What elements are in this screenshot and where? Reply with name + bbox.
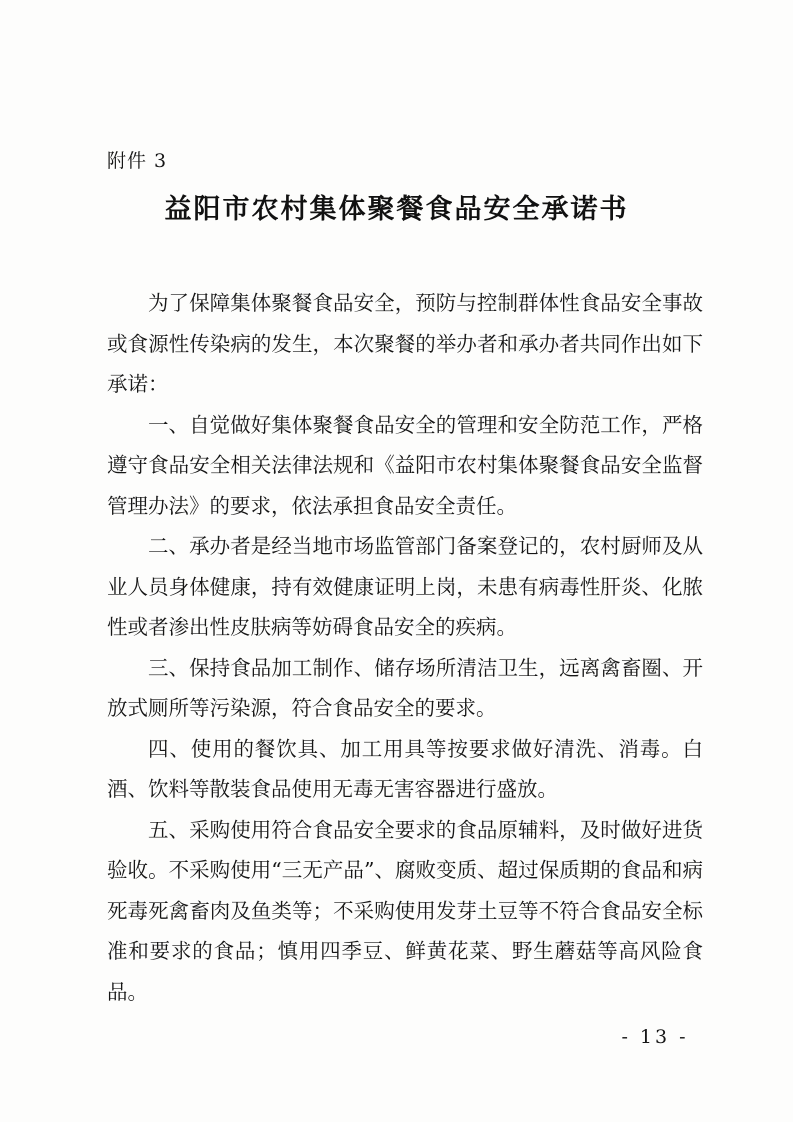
paragraph-item-4: 四、使用的餐饮具、加工用具等按要求做好清洗、消毒。白酒、饮料等散装食品使用无毒无害容器进行盛放。 bbox=[107, 736, 703, 801]
paragraph-item-5: 五、采购使用符合食品安全要求的食品原辅料，及时做好进货验收。不采购使用“三无产品”、腐败变质、超过保质期的食品和病死毒死禽畜肉及鱼类等；不采购使用发芽土豆等不符合食品安全标准和要求的食品；慎用四季豆、鲜黄花菜、野生蘑菇等高风险食品。 bbox=[107, 817, 703, 1004]
attachment-label: 附件 3 bbox=[107, 150, 168, 172]
page-title: 益阳市农村集体聚餐食品安全承诺书 bbox=[164, 194, 629, 225]
paragraph-intro: 为了保障集体聚餐食品安全，预防与控制群体性食品安全事故或食源性传染病的发生，本次聚餐的举办者和承办者共同作出如下承诺： bbox=[107, 291, 703, 396]
paragraph-item-2: 二、承办者是经当地市场监管部门备案登记的，农村厨师及从业人员身体健康，持有效健康证明上岗，未患有病毒性肝炎、化脓性或者渗出性皮肤病等妨碍食品安全的疾病。 bbox=[107, 534, 703, 639]
page-number: - 13 - bbox=[621, 1026, 689, 1048]
paragraph-item-3: 三、保持食品加工制作、储存场所清洁卫生，远离禽畜圈、开放式厕所等污染源，符合食品安全的要求。 bbox=[107, 655, 703, 720]
document-body bbox=[107, 283, 703, 1012]
paragraph-item-1: 一、自觉做好集体聚餐食品安全的管理和安全防范工作，严格遵守食品安全相关法律法规和《益阳市农村集体聚餐食品安全监督管理办法》的要求，依法承担食品安全责任。 bbox=[107, 412, 703, 518]
